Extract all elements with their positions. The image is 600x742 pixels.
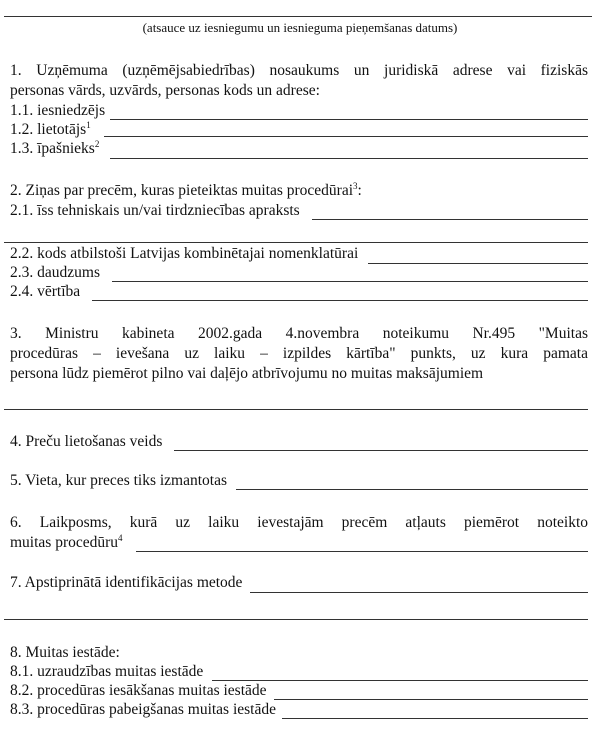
field-identification-input-continuation[interactable] bbox=[4, 619, 588, 620]
field-label-owner-text: 1.3. īpašnieks bbox=[10, 140, 95, 157]
field-label-user bbox=[10, 121, 91, 139]
section2-heading-colon: : bbox=[357, 182, 362, 199]
section8-heading: 8. Muitas iestāde: bbox=[10, 644, 120, 661]
footnote-ref-2: 2 bbox=[94, 138, 100, 149]
field-label-description: 2.1. īss tehniskais un/vai tirdzniecības apraksts bbox=[10, 202, 300, 219]
field-location-input[interactable] bbox=[236, 489, 588, 490]
field-description-input[interactable] bbox=[312, 219, 588, 220]
footnote-ref-4: 4 bbox=[118, 532, 123, 543]
field-value-input[interactable] bbox=[92, 300, 588, 301]
field-identification-input[interactable] bbox=[250, 592, 588, 593]
field-period-input[interactable] bbox=[136, 551, 588, 552]
reference-date-line[interactable] bbox=[4, 16, 592, 17]
field-quantity-input[interactable] bbox=[112, 281, 588, 282]
field-label-quantity: 2.3. daudzums bbox=[10, 264, 100, 281]
field-label-user-text: 1.2. lietotājs bbox=[10, 121, 87, 138]
field-end-office-input[interactable] bbox=[282, 718, 588, 719]
field-applicant-input[interactable] bbox=[110, 119, 588, 120]
field-label-identification: 7. Apstiprinātā identifikācijas metode bbox=[10, 574, 243, 591]
field-cn-code-input[interactable] bbox=[368, 263, 588, 264]
section1-heading-line1: 1. Uzņēmuma (uzņēmējsabiedrības) nosaukums un juridiskā adrese vai fiziskās bbox=[10, 62, 588, 79]
field-usage-input[interactable] bbox=[174, 450, 588, 451]
field-label-owner bbox=[10, 140, 99, 158]
footnote-ref-1: 1 bbox=[86, 119, 91, 130]
field-user-input[interactable] bbox=[104, 136, 588, 137]
field-label-supervising-office: 8.1. uzraudzības muitas iestāde bbox=[10, 663, 204, 680]
field-owner-input[interactable] bbox=[110, 158, 588, 159]
field-label-usage: 4. Preču lietošanas veids bbox=[10, 433, 163, 450]
field-description-input-continuation[interactable] bbox=[4, 242, 588, 243]
section1-heading-line2: personas vārds, uzvārds, personas kods un adrese: bbox=[10, 82, 320, 99]
field-start-office-input[interactable] bbox=[274, 699, 588, 700]
section6-line1: 6. Laikposms, kurā uz laiku ievestajām precēm atļauts piemērot noteikto bbox=[10, 514, 588, 531]
field-label-cn-code: 2.2. kods atbilstoši Latvijas kombinētajai nomenklatūrai bbox=[10, 245, 359, 262]
field-label-end-office: 8.3. procedūras pabeigšanas muitas iestāde bbox=[10, 701, 276, 718]
field-label-start-office: 8.2. procedūras iesākšanas muitas iestāde bbox=[10, 682, 267, 699]
field-label-applicant: 1.1. iesniedzējs bbox=[10, 102, 106, 119]
section6-line2 bbox=[10, 534, 123, 552]
field-regulation-point-input[interactable] bbox=[4, 409, 588, 410]
section2-heading-text: 2. Ziņas par precēm, kuras pieteiktas muitas procedūrai bbox=[10, 182, 354, 199]
field-label-value: 2.4. vērtība bbox=[10, 283, 81, 300]
section3-line2: procedūras – ievešana uz laiku – izpildes kārtība" punkts, uz kura pamata bbox=[10, 345, 588, 362]
footnote-ref-3: 3 bbox=[353, 180, 358, 191]
reference-date-caption: (atsauce uz iesniegumu un iesnieguma pieņemšanas datums) bbox=[142, 20, 458, 35]
field-label-location: 5. Vieta, kur preces tiks izmantotas bbox=[10, 472, 228, 489]
section6-line2-text: muitas procedūru bbox=[10, 534, 119, 551]
section2-heading bbox=[10, 182, 362, 200]
field-supervising-office-input[interactable] bbox=[212, 680, 588, 681]
section3-line1: 3. Ministru kabineta 2002.gada 4.novembra noteikumu Nr.495 "Muitas bbox=[10, 325, 588, 342]
section3-line3: persona lūdz piemērot pilno vai daļējo atbrīvojumu no muitas maksājumiem bbox=[10, 365, 484, 382]
